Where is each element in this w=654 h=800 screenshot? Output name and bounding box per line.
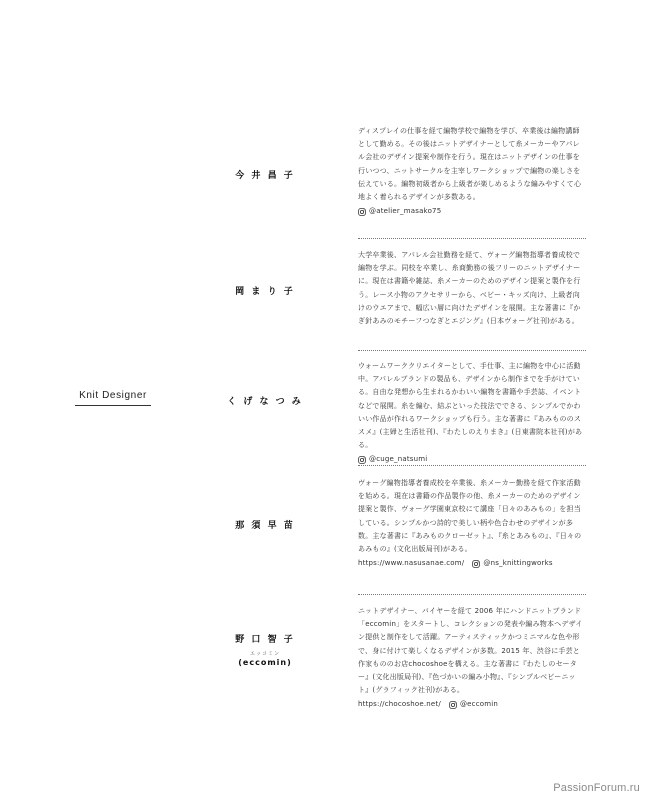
designer-name-ruby: エッコミン [250, 651, 280, 657]
designer-bio [358, 477, 586, 570]
designer-alt-name: (eccomin) [238, 658, 292, 667]
instagram-handle[interactable] [358, 205, 441, 218]
designer-bio [358, 360, 586, 467]
dotted-divider [358, 594, 586, 595]
designer-name-text: 野 口 智 子 [235, 635, 295, 645]
dotted-divider [358, 238, 586, 239]
instagram-icon [358, 456, 366, 464]
designer-bio [358, 249, 586, 328]
bio-text: 大学卒業後、アパレル会社勤務を経て、ヴォーグ編物指導者養成校で編物を学ぶ。同校を卒業し、糸商勤務の後フリーのニットデザイナーに。現在は書籍や雑誌、糸メーカーのためのデザイン提案と製作を行う。レース小物のアクセサリーから、ベビー・キッズ向け、上級者向けのウエアまで、幅広い層に向けたデザインを展開。主な著書に『かぎ針あみのモチーフつなぎとエジング』(日本ヴォーグ社刊)がある。 [358, 251, 581, 326]
designer-name: く げ な つ み [227, 397, 303, 407]
instagram-handle[interactable] [449, 698, 498, 711]
designer-bio [358, 605, 586, 712]
website-link[interactable]: https://www.nasusanae.com/ [358, 559, 465, 568]
instagram-text[interactable]: @ns_knittingworks [483, 559, 553, 568]
bio-text: ニットデザイナー、バイヤーを経て 2006 年にハンドニットブランド「eccomin」をスタートし、コレクションの発表や編み物本へデザイン提供と制作をして活躍。アーティスティックかつミニマルな色や形で、身に付けて楽しくなるデザインが多数。2015 年、渋谷に手芸と作家もののお店chocoshoeを構える。主な著書に『わたしのセーター』(文化出版局刊)、『色づかいの編み小物』、『シンプルベビーニット』(グラフィック社刊)がある。 [358, 607, 583, 695]
dotted-divider [358, 465, 586, 466]
instagram-handle[interactable] [472, 557, 552, 570]
watermark: PassionForum.ru [553, 782, 640, 794]
bio-text: ヴォーグ編物指導者養成校を卒業後、糸メーカー勤務を経て作家活動を始める。現在は書籍の作品製作の他、糸メーカーのためのデザイン提案と製作、ヴォーグ学園東京校にて講座「日々のあみもの」を担当している。シンプルかつ詩的で美しい柄や色合わせのデザインが多数。主な著書に『あみものクローゼット』、『糸とあみもの』、『日々のあみもの』(文化出版局刊)がある。 [358, 479, 582, 554]
section-title: Knit Designer [75, 390, 151, 406]
bio-text: ウォームワーククリエイターとして、手仕事、主に編物を中心に活動中。アパレルブランドの製品も、デザインから制作までを手がけている。自由な発想から生まれるかわいい編物を書籍や手芸誌、イベントなどで展開。糸を編む、結ぶといった技法でできる、シンプルでかわいい作品が作れるワークショップも行う。主な著書に『あみもののススメ』(主婦と生活社刊)、『わたしのえりまき』(日東書院本社刊)がある。 [358, 362, 583, 450]
instagram-text[interactable]: @cuge_natsumi [369, 455, 428, 464]
instagram-text[interactable]: @atelier_masako75 [369, 207, 442, 216]
designer-name: 今 井 昌 子 [235, 171, 295, 181]
website-link[interactable]: https://chocoshoe.net/ [358, 700, 441, 709]
designer-name [215, 632, 315, 667]
designer-name: 岡 ま り 子 [235, 287, 295, 297]
designer-name: 那 須 早 苗 [235, 521, 295, 531]
dotted-divider [358, 350, 586, 351]
instagram-icon [449, 701, 457, 709]
instagram-icon [472, 560, 480, 568]
instagram-text[interactable]: @eccomin [459, 700, 499, 709]
instagram-icon [358, 208, 366, 216]
designer-bio [358, 125, 586, 218]
bio-text: ディスプレイの仕事を経て編物学校で編物を学び、卒業後は編物講師として勤める。その後はニットデザイナーとして糸メーカーやアパレル会社のデザイン提案や制作を行う。現在はニットデザインの仕事を行いつつ、ニットサークルを主宰しワークショップで編物の楽しさを伝えている。編物初級者から上級者が楽しめるような編みやすくて心地よく着られるデザインが多数ある。 [358, 127, 582, 202]
